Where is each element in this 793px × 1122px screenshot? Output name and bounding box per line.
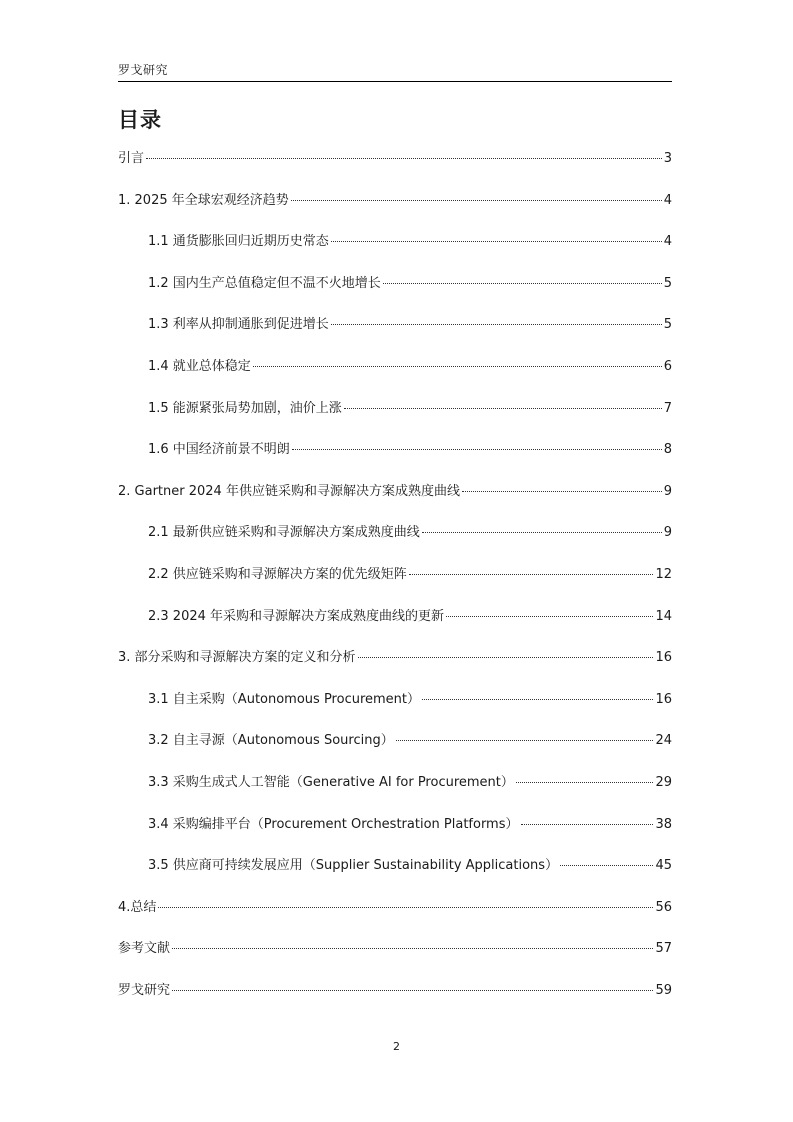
toc-entry-label: 1.6 中国经济前景不明朗 (148, 442, 290, 458)
toc-entry[interactable] (148, 441, 672, 459)
toc-entry-page-number: 5 (663, 317, 672, 333)
toc-entry-label: 1. 2025 年全球宏观经济趋势 (118, 192, 289, 208)
toc-entry-page-number: 12 (655, 567, 672, 582)
toc-entry[interactable] (118, 483, 672, 501)
toc-entry[interactable] (148, 316, 672, 334)
dot-leader (422, 699, 653, 700)
toc-entry-label: 3.1 自主采购（Autonomous Procurement） (148, 691, 421, 707)
toc-entry[interactable] (148, 233, 672, 251)
toc-entry[interactable] (118, 192, 672, 210)
toc-entry-page-number: 38 (655, 816, 672, 832)
toc-entry-page-number: 16 (655, 650, 672, 666)
toc-entry-label: 3. 部分采购和寻源解决方案的定义和分析 (118, 650, 356, 666)
dot-leader (462, 491, 662, 492)
toc-entry-page-number: 45 (655, 858, 672, 874)
toc-entry[interactable] (148, 732, 672, 750)
dot-leader (344, 408, 662, 409)
toc-entry-label: 参考文献 (118, 941, 171, 957)
toc-entry-label: 1.3 利率从抑制通胀到促进增长 (148, 317, 329, 333)
toc-entry[interactable] (118, 150, 672, 168)
toc-entry-label: 2. Gartner 2024 年供应链采购和寻源解决方案成熟度曲线 (118, 483, 460, 499)
toc-entry-label: 3.2 自主寻源（Autonomous Sourcing） (148, 733, 394, 749)
toc-entry-label: 4.总结 (118, 899, 157, 915)
toc-entry-page-number: 9 (663, 525, 672, 541)
toc-entry-page-number: 4 (663, 234, 672, 250)
dot-leader (146, 158, 662, 159)
toc-entry-page-number: 5 (663, 275, 672, 291)
toc-entry-page-number: 57 (655, 941, 672, 957)
toc-entry[interactable] (148, 774, 672, 792)
toc-entry-label: 3.4 采购编排平台（Procurement Orchestration Platforms） (148, 816, 519, 832)
toc-entry[interactable] (148, 691, 672, 709)
toc-entry-page-number: 16 (655, 691, 672, 707)
toc-entry[interactable] (148, 566, 672, 584)
toc-entry-page-number: 9 (663, 483, 672, 499)
toc-entry-label: 3.5 供应商可持续发展应用（Supplier Sustainability Applications） (148, 858, 559, 874)
dot-leader (292, 449, 662, 450)
toc-entry[interactable] (118, 940, 672, 958)
toc-entry-page-number: 3 (663, 151, 672, 166)
dot-leader (521, 824, 654, 825)
dot-leader (291, 200, 662, 201)
toc-entry[interactable] (148, 816, 672, 834)
toc-entry-label: 3.3 采购生成式人工智能（Generative AI for Procurement） (148, 775, 514, 790)
dot-leader (358, 657, 654, 658)
toc-entry[interactable] (118, 982, 672, 1000)
dot-leader (331, 241, 662, 242)
toc-entry[interactable] (148, 524, 672, 542)
toc-entry[interactable] (148, 358, 672, 376)
toc-entry[interactable] (148, 857, 672, 875)
dot-leader (172, 948, 653, 949)
toc-title: 目录 (118, 108, 162, 132)
dot-leader (331, 324, 662, 325)
toc-entry-page-number: 6 (663, 359, 672, 374)
toc-entry[interactable] (148, 275, 672, 293)
dot-leader (396, 740, 654, 741)
toc-entry-label: 1.5 能源紧张局势加剧，油价上涨 (148, 400, 342, 416)
toc-entry-label: 2.1 最新供应链采购和寻源解决方案成熟度曲线 (148, 525, 420, 541)
dot-leader (422, 532, 662, 533)
toc-entry[interactable] (118, 899, 672, 917)
toc-entry-page-number: 7 (663, 400, 672, 416)
toc-entry-label: 引言 (118, 151, 145, 166)
header-rule (118, 81, 672, 82)
toc-entry[interactable] (148, 400, 672, 418)
toc-entry-label: 1.2 国内生产总值稳定但不温不火地增长 (148, 275, 381, 291)
dot-leader (446, 616, 653, 617)
toc-entry-page-number: 8 (663, 442, 672, 458)
toc-entry-label: 2.3 2024 年采购和寻源解决方案成熟度曲线的更新 (148, 608, 445, 624)
toc-entry-page-number: 29 (655, 775, 672, 790)
running-header: 罗戈研究 (118, 63, 169, 77)
toc-entry[interactable] (118, 649, 672, 667)
toc-entry-page-number: 56 (655, 899, 672, 915)
page-number: 2 (393, 1040, 400, 1053)
toc-entry-page-number: 4 (663, 192, 672, 208)
dot-leader (158, 907, 653, 908)
toc-entry-label: 罗戈研究 (118, 983, 171, 998)
toc-entry-page-number: 24 (655, 733, 672, 749)
toc-entry-page-number: 14 (655, 608, 672, 624)
toc-entry-label: 2.2 供应链采购和寻源解决方案的优先级矩阵 (148, 567, 407, 582)
dot-leader (560, 865, 653, 866)
toc-entry[interactable] (148, 608, 672, 626)
dot-leader (253, 366, 662, 367)
dot-leader (409, 574, 654, 575)
toc-entry-label: 1.1 通货膨胀回归近期历史常态 (148, 234, 329, 250)
dot-leader (383, 283, 662, 284)
toc-entry-label: 1.4 就业总体稳定 (148, 359, 251, 374)
dot-leader (172, 990, 653, 991)
dot-leader (516, 782, 654, 783)
toc-entry-page-number: 59 (655, 983, 672, 998)
